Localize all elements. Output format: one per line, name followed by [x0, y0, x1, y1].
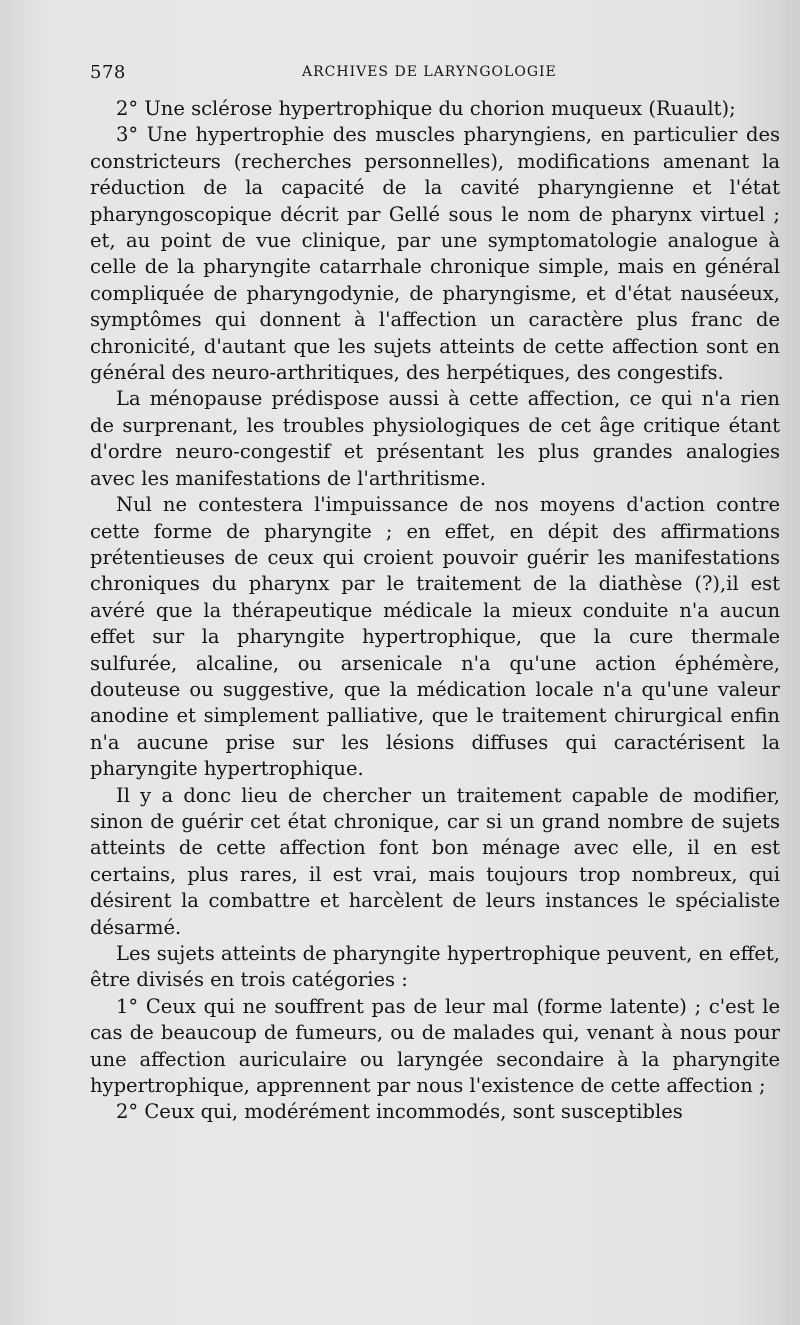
paragraph-2: 2° Une sclérose hypertrophique du chorion muqueux (Ruault); — [116, 97, 736, 120]
paragraph-category-2: 2° Ceux qui, modérément incommodés, sont susceptibles — [116, 1100, 683, 1124]
page-header — [90, 58, 790, 84]
paragraph-category-1: 1° Ceux qui ne souffrent pas de leur mal (forme latente) ; c'est le cas de beaucoup de fumeurs, ou de malades qui, venant à nous pour une affection auriculaire ou laryngée secondaire à la pharyngite hypertrophique, apprennent par nous l'existence de cette affection ; — [90, 994, 780, 1098]
paragraph-3: 3° Une hypertrophie des muscles pharyngiens, en particulier des constricteurs (recherches personnelles), modifications amenant la réduction de la capacité de la cavité pharyngienne et l'état pharyngoscopique décrit par Gellé sous le nom de pharynx virtuel ; et, au point de vue clinique, par une symptomatologie analogue à celle de la pharyngite catarrhale chronique simple, mais en général compliquée de pharyngodynie, de pharyngisme, et d'état nauséeux, symptômes qui donnent à l'affection un caractère plus franc de chronicité, d'autant que les sujets atteints de cette affection sont en général des neuro-arthritiques, des herpétiques, des congestifs. — [90, 123, 780, 385]
page-body — [90, 96, 780, 1126]
paragraph-categories: Les sujets atteints de pharyngite hypertrophique peuvent, en effet, être divisés en trois catégories : — [90, 942, 780, 992]
page-number: 578 — [90, 62, 126, 83]
running-title: ARCHIVES DE LARYNGOLOGIE — [302, 64, 557, 80]
paragraph-traitement: Il y a donc lieu de chercher un traitement capable de modifier, sinon de guérir cet état chronique, car si un grand nombre de sujets atteints de cette affection font bon ménage avec elle, il en est certains, plus rares, il est vrai, mais toujours trop nombreux, qui désirent la combattre et harcèlent de leurs instances le spécialiste désarmé. — [90, 783, 780, 939]
paragraph-impuissance: Nul ne contestera l'impuissance de nos moyens d'action contre cette forme de pharyngite ; en effet, en dépit des affirmations prétentieuses de ceux qui croient pouvoir guérir les manifestations chroniques du pharynx par le traitement de la diathèse (?),il est avéré que la thérapeutique médicale la mieux conduite n'a aucun effet sur la pharyngite hypertrophique, que la cure thermale sulfurée, alcaline, ou arsenicale n'a qu'une action éphémère, douteuse ou suggestive, que la médication locale n'a qu'une valeur anodine et simplement palliative, que le traitement chirurgical enfin n'a aucune prise sur les lésions diffuses qui caractérisent la pharyngite hypertrophique. — [90, 493, 780, 781]
paragraph-menopause: La ménopause prédispose aussi à cette affection, ce qui n'a rien de surprenant, les troubles physiologiques de cet âge critique étant d'ordre neuro-congestif et présentant les plus grandes analogies avec les manifestations de l'arthritisme. — [90, 387, 780, 490]
